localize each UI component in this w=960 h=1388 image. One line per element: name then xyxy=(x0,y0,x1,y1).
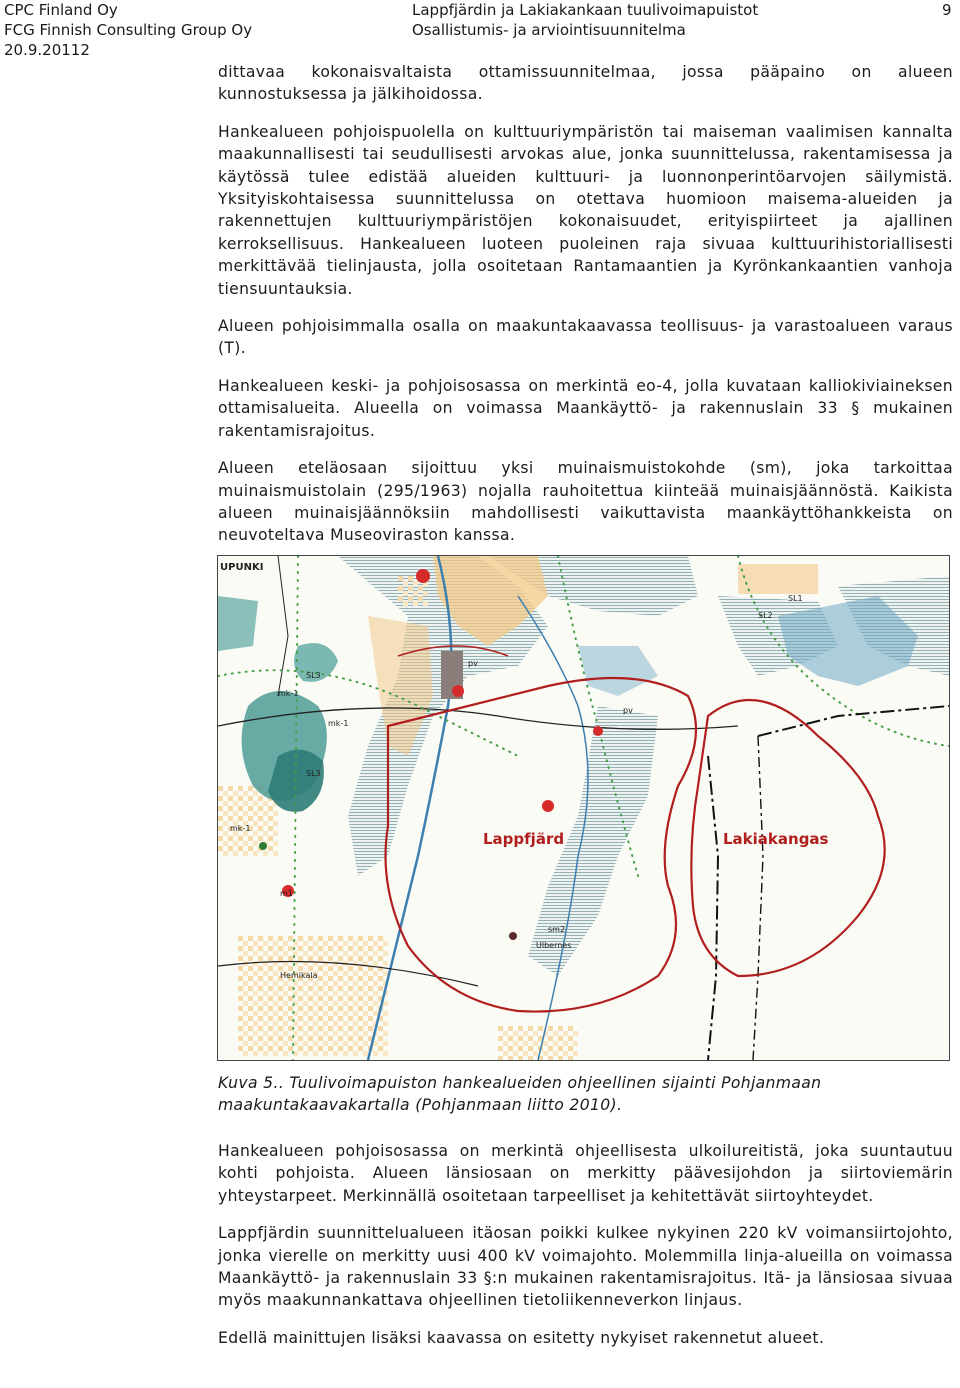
label-m1: m1 xyxy=(280,889,293,898)
paragraph: Hankealueen pohjoisosassa on merkintä ohjeellisesta ulkoilureitistä, joka suuntautuu kohti pohjoista. Alueen länsiosaan on merkitty päävesijohdon ja siirtoviemärin yhteystarpeet. Merkinnällä osoitetaan tarpeelliset ja kehitettävät siirtoyhteydet. xyxy=(218,1142,953,1205)
label-pv: pv xyxy=(623,706,633,715)
label-mk1: mk-1 xyxy=(230,824,251,833)
built-up-zone xyxy=(738,564,818,594)
label-town: UPUNKI xyxy=(220,562,264,573)
paragraph: Alueen pohjoisimmalla osalla on maakuntakaavassa teollisuus- ja varastoalueen varaus (T). xyxy=(218,317,953,358)
regional-plan-map xyxy=(217,555,950,1061)
map-svg xyxy=(218,556,949,1060)
label-lakiakangas: Lakiakangas xyxy=(723,830,829,848)
map-symbol xyxy=(259,842,267,850)
paragraph: Hankealueen keski- ja pohjoisosassa on merkintä eo-4, jolla kuvataan kalliokiviaineksen ottamisalueita. Alueella on voimassa Maankäyttö- ja rakennuslain 33 § mukainen rakentamisrajoitus. xyxy=(218,376,953,440)
figure-caption: Kuva 5.. Tuulivoimapuiston hankealueiden ohjeellinen sijainti Pohjanmaan maakuntakaavakartalla (Pohjanmaan liitto 2010). xyxy=(218,1074,822,1115)
header-left xyxy=(4,0,252,60)
map-symbol xyxy=(593,726,603,736)
built-up-zone xyxy=(498,1026,578,1060)
label-sl1: SL1 xyxy=(788,594,803,603)
label-pv: pv xyxy=(468,659,478,668)
map-symbol xyxy=(509,932,517,940)
paragraph: Alueen eteläosaan sijoittuu yksi muinaismuistokohde (sm), joka tarkoittaa muinaismuistolain (295/1963) nojalla rauhoitettua kiinteää muinaisjäännöstä. Kaikista alueen muinaisjäännöksiin mahdollisesti vaikuttavista maankäyttöhankkeista on neuvoteltava Museoviraston kanssa. xyxy=(218,459,953,545)
map-symbol xyxy=(452,685,464,697)
header-company-1: CPC Finland Oy xyxy=(4,1,118,19)
header-doc-subtitle: Osallistumis- ja arviointisuunnitelma xyxy=(412,21,686,39)
label-mk1: mk-1 xyxy=(328,719,349,728)
label-hemikala: Hemikala xyxy=(280,971,318,980)
paragraph: dittavaa kokonaisvaltaista ottamissuunnitelmaa, jossa pääpaino on alueen kunnostuksessa ja jälkihoidossa. xyxy=(218,63,953,104)
body-text-after xyxy=(218,1140,953,1364)
label-sl3: SL3 xyxy=(306,671,321,680)
label-sl3: SL3 xyxy=(306,769,321,778)
header-company-2: FCG Finnish Consulting Group Oy xyxy=(4,21,253,39)
built-up-zone xyxy=(238,936,388,1056)
header-doc-title: Lappfjärdin ja Lakiakankaan tuulivoimapuistot xyxy=(412,1,759,19)
label-ulbernes: Ulbernes xyxy=(536,941,572,950)
header-center xyxy=(412,0,758,40)
lake xyxy=(218,596,258,651)
map-symbol xyxy=(416,569,430,583)
header-date: 20.9.20112 xyxy=(4,41,90,59)
label-mk1: mk-1 xyxy=(278,689,299,698)
body-text xyxy=(218,61,953,562)
label-sl2: SL2 xyxy=(758,611,773,620)
label-sm2: sm2 xyxy=(548,925,566,934)
paragraph: Lappfjärdin suunnittelualueen itäosan poikki kulkee nykyinen 220 kV voimansiirtojohto, jonka vierelle on merkitty uusi 400 kV voimajohto. Molemmilla linja-alueilla on voimassa Maankäyttö- ja rakennuslain 33 §:n mukainen rakentamisrajoitus. Itä- ja länsiosaa sivuaa myös maakunnankattava ohjeellinen tietoliikenneverkon linjaus. xyxy=(218,1224,953,1310)
page-number: 9 xyxy=(942,1,952,19)
label-lappfjard: Lappfjärd xyxy=(483,830,565,848)
paragraph: Edellä mainittujen lisäksi kaavassa on esitetty nykyiset rakennetut alueet. xyxy=(218,1328,825,1347)
map-symbol xyxy=(542,800,554,812)
paragraph: Hankealueen pohjoispuolella on kulttuuriympäristön tai maiseman vaalimisen kannalta maakunnallisesti tai seudullisesti arvokas alue, jonka suunnittelussa, rakentamisessa ja käytössä tulee edistää alueiden kulttuuri- ja luonnonperintöarvojen säilymistä. Yksityiskohtaisessa suunnittelussa on otettava huomioon maisema-alueiden ja rakennettujen kulttuuriympäristöjen kokonaisuudet, erityispiirteet ja ajallinen kerroksellisuus. Hankealueen luoteen puoleinen raja sivuaa kulttuurihistoriallisesti merkittävää tielinjausta, jolla osoitetaan Rantamaantien ja Kyrönkankaantien vanhoja tiensuuntauksia. xyxy=(218,122,953,298)
